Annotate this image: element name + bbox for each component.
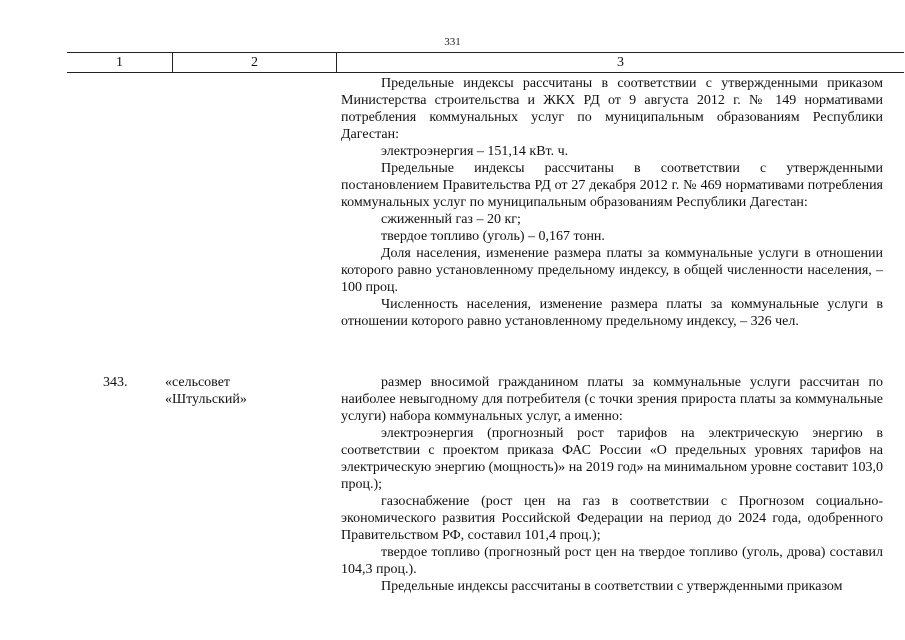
paragraph: твердое топливо (уголь) – 0,167 тонн. <box>381 229 605 244</box>
paragraph: Предельные индексы рассчитаны в соответствии с утвержденными приказом Министерства строительства и ЖКХ РД от 9 августа 2012 г. № 149 нормативами потребления коммунальных услуг по муниципальным образованиям Республики Дагестан: <box>341 76 883 142</box>
continued-description-cell <box>341 75 883 330</box>
paragraph: Предельные индексы рассчитаны в соответствии с утвержденными приказом <box>381 579 843 594</box>
paragraph: газоснабжение (рост цен на газ в соответствии с Прогнозом социально-экономического развития Российской Федерации на период до 2024 года, одобренного Правительством РФ, составил 101,4 проц.); <box>341 494 883 543</box>
paragraph: твердое топливо (прогнозный рост цен на твердое топливо (уголь, дрова) составил 104,3 проц.). <box>341 545 883 577</box>
column-header-2: 2 <box>173 53 337 72</box>
row-343-description-cell <box>341 374 883 595</box>
municipality-name-line-1: «сельсовет <box>165 375 231 390</box>
paragraph: сжиженный газ – 20 кг; <box>381 212 521 227</box>
table-header-row <box>67 52 904 73</box>
paragraph: размер вносимой гражданином платы за коммунальные услуги рассчитан по наиболее невыгодному для потребителя (с точки зрения прироста платы за коммунальные услуги) набора коммунальных услуг, а именно: <box>341 375 883 424</box>
paragraph: электроэнергия (прогнозный рост тарифов на электрическую энергию в соответствии с проектом приказа ФАС России «О предельных уровнях тарифов на электрическую энергию (мощность)» на 2019 год» на минимальном уровне составит 103,0 проц.); <box>341 426 883 492</box>
municipality-name-line-2: «Штульский» <box>165 392 247 407</box>
column-header-1: 1 <box>67 53 173 72</box>
municipality-name <box>165 374 335 408</box>
column-header-3: 3 <box>617 55 624 70</box>
paragraph: Доля населения, изменение размера платы за коммунальные услуги в отношении которого равно установленному предельному индексу, в общей численности населения, – 100 проц. <box>341 246 883 295</box>
row-number-343: 343. <box>103 375 128 390</box>
paragraph: электроэнергия – 151,14 кВт. ч. <box>381 144 569 159</box>
page-number: 331 <box>444 36 461 48</box>
paragraph: Численность населения, изменение размера платы за коммунальные услуги в отношении которого равно установленному предельному индексу, – 326 чел. <box>341 297 883 329</box>
paragraph: Предельные индексы рассчитаны в соответствии с утвержденными постановлением Правительства РД от 27 декабря 2012 г. № 469 нормативами потребления коммунальных услуг по муниципальным образованиям Республики Дагестан: <box>341 161 883 210</box>
